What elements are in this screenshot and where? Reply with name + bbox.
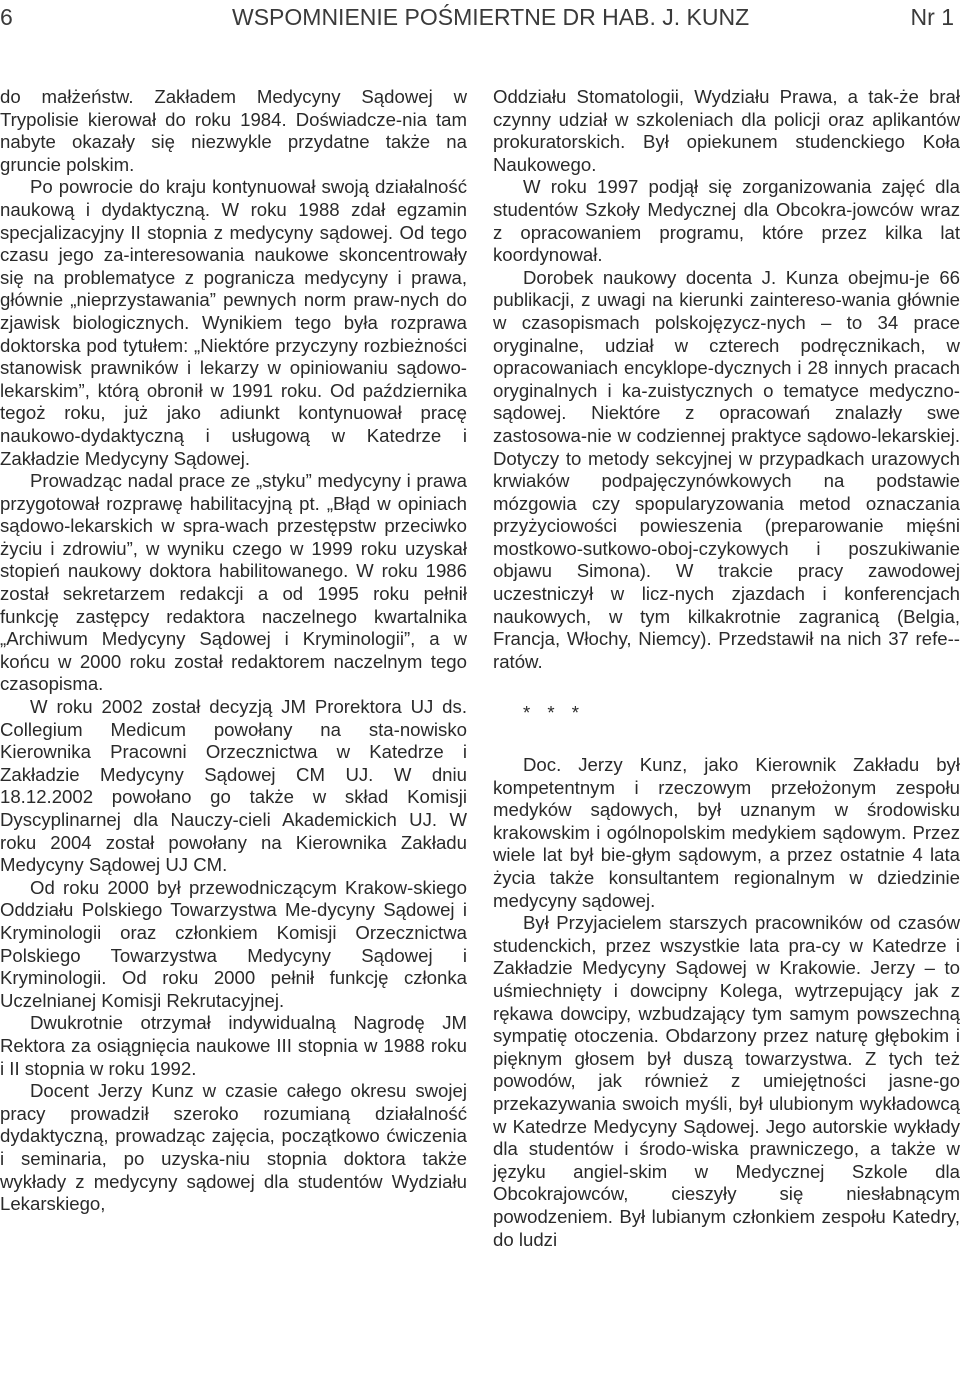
running-title: WSPOMNIENIE POŚMIERTNE DR HAB. J. KUNZ [232,4,750,30]
paragraph: W roku 2002 został decyzją JM Prorektora UJ ds. Collegium Medicum powołany na sta-nowisko Kierownika Pracowni Orzecznictwa w Katedrze i Zakładzie Medycyny Sądowej CM UJ. W dniu 18.12.2002 powołano go także w skład Komisji Dyscyplinarnej dla Nauczy-cieli Akademickich UJ. W roku 2004 został powołany na Kierownika Zakładu Medycyny Sądowej UJ CM. [0,696,467,876]
paragraph: W roku 1997 podjął się zorganizowania zajęć dla studentów Szkoły Medycznej dla Obcokra-jowców wraz z opracowaniem programu, które przez kilka lat koordynował. [493,176,960,266]
issue-number: Nr 1 [910,4,954,30]
left-column [0,86,467,1216]
paragraph: Doc. Jerzy Kunz, jako Kierownik Zakładu był kompetentnym i rzeczowym przełożonym zespołu medyków sądowych, był uznanym w środowisku krakowskim i ogólnopolskim medykiem sądowym. Przez wiele lat był bie-głym sądowym, a przez ostatnie 4 lata życia także konsultantem regionalnym w dziedzinie medycyny sądowej. [493,754,960,911]
paragraph: Dorobek naukowy docenta J. Kunza obejmu-je 66 publikacji, z uwagi na kierunki zaintereso-wania głównie w czasopismach polskojęzycz-nych – to 34 prace oryginalne, udział w czterech podręcznikach, w opracowaniach encyklope-dycznych i 28 innych pracach oryginalnych i ka-zuistycznych o tematyce medyczno-sądowej. Niektóre z opracowań znalazły swe zastosowa-nie w codziennej praktyce sądowo-lekarskiej. Dotyczy to metody sekcyjnej w przypadkach urazowych krwiaków podpajęczynówkowych na podstawie mózgowia czy spopularyzowania metod oznaczania przyżyciowości powieszenia (preparowanie mięśni mostkowo-sutkowo-oboj-czykowych i poszukiwanie objawu Simona). W trakcie pracy zawodowej uczestniczył w licz-nych zjazdach i konferencjach naukowych, w tym kilkakrotnie zagranicą (Belgia, Francja, Włochy, Niemcy). Przedstawił na nich 37 refe-ratów. [493,266,960,672]
section-separator: * * * [523,702,586,724]
paragraph: Po powrocie do kraju kontynuował swoją działalność naukową i dydaktyczną. W roku 1988 zdał egzamin specjalizacyjny II stopnia z medycyny sądowej. Od tego czasu jego za-interesowania naukowe skoncentrowały się na problematyce z pogranicza medycyny i prawa, głównie „nieprzystawania” pewnych norm praw-nych do zjawisk biologicznych. Wynikiem tego była rozprawa doktorska pod tytułem: „Niektóre przyczyny rozbieżności stanowisk prawników i lekarzy w opiniowaniu sądowo-lekarskim”, którą obronił w 1991 roku. Od października tegoż roku, już jako adiunkt kontynuował pracę naukowo-dydaktyczną i usługową w Katedrze i Zakładzie Medycyny Sądowej. [0,176,467,469]
paragraph: Prowadząc nadal prace ze „styku” medycyny i prawa przygotował rozprawę habilitacyjną pt. „Błąd w opiniach sądowo-lekarskich w spra-wach przestępstw przeciwko życiu i zdrowiu”, w wyniku czego w 1999 roku uzyskał stopień naukowy doktora habilitowanego. W roku 1986 został sekretarzem redakcji a od 1995 roku pełnił funkcję zastępcy redaktora naczelnego kwartalnika „Archiwum Medycyny Sądowej i Kryminologii”, a w końcu w 2000 roku został redaktorem naczelnym tego czasopisma. [0,470,467,695]
paragraph: Dwukrotnie otrzymał indywidualną Nagrodę JM Rektora za osiągnięcia naukowe III stopnia w 1988 roku i II stopnia w roku 1992. [0,1012,467,1079]
paragraph: do małżeństw. Zakładem Medycyny Sądowej w Trypolisie kierował do roku 1984. Doświadcze-nia tam nabyte okazały się niezwykle przydatne także na gruncie polskim. [0,86,467,175]
right-column [493,86,960,1251]
page-header [0,0,960,34]
paragraph: Oddziału Stomatologii, Wydziału Prawa, a tak-że brał czynny udział w szkoleniach dla policji oraz aplikantów prokuratorskich. Był opiekunem studenckiego Koła Naukowego. [493,86,960,175]
paragraph: Był Przyjacielem starszych pracowników od czasów studenckich, przez wszystkie lata pra-cy w Katedrze i Zakładzie Medycyny Sądowej w Krakowie. Jerzy – to uśmiechnięty i dowcipny Kolega, wytrzepujący jak z rękawa dowcipy, wzbudzający tym samym powszechną sympatię otoczenia. Obdarzony przez naturę głębokim i pięknym głosem był duszą towarzystwa. Z tych też powodów, jak również z umiejętności jasne-go przekazywania swoich myśli, był ulubionym wykładowcą w Katedrze Medycyny Sądowej. Jego autorskie wykłady dla studentów i środo-wiska prawniczego, a także w języku angiel-skim w Medycznej Szkole dla Obcokrajowców, cieszyły się niesłabnącym powodzeniem. Był lubianym członkiem zespołu Katedry, do ludzi [493,912,960,1250]
paragraph: Od roku 2000 był przewodniczącym Krakow-skiego Oddziału Polskiego Towarzystwa Me-dycyny Sądowej i Kryminologii oraz członkiem Komisji Orzecznictwa Polskiego Towarzystwa Medycyny Sądowej i Kryminologii. Od roku 2000 pełnił funkcję członka Uczelnianej Komisji Rekrutacyjnej. [0,876,467,1011]
paragraph: Docent Jerzy Kunz w czasie całego okresu swojej pracy prowadził szeroko rozumianą działalność dydaktyczną, prowadząc zajęcia, początkowo ćwiczenia i seminaria, po uzyska-niu stopnia doktora także wykłady z medycyny sądowej dla studentów Wydziału Lekarskiego, [0,1080,467,1215]
page-number: 6 [0,4,13,30]
